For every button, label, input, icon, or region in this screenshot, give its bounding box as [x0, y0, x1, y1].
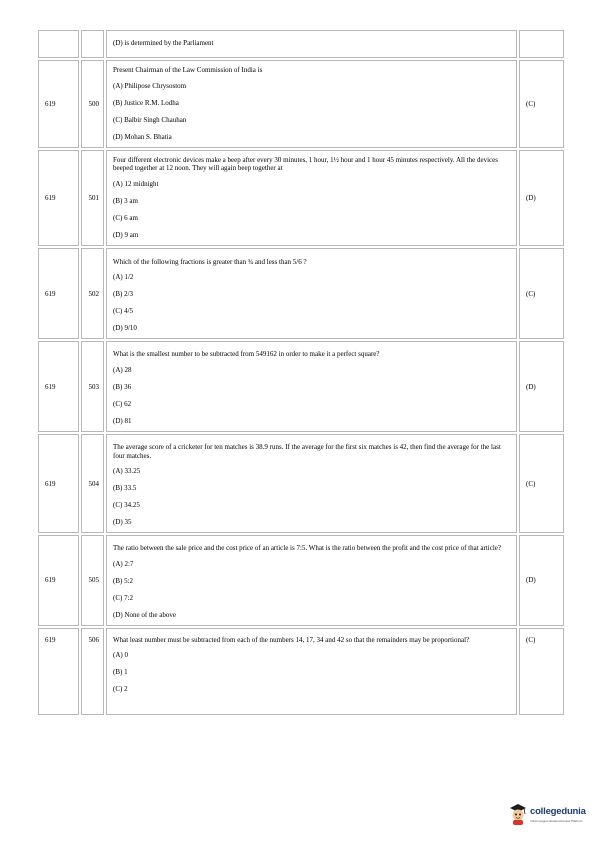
answer-text: (C)	[526, 289, 536, 298]
mascot-icon	[508, 802, 528, 826]
number-cell	[81, 341, 104, 432]
question-row	[38, 535, 564, 626]
number-cell	[81, 60, 104, 148]
option-b: (B) 2/3	[113, 290, 134, 299]
collegedunia-logo	[508, 800, 588, 832]
question-text: The ratio between the sale price and the cost price of an article is 7:5. What is the ratio between the profit and the cost price of that article?	[113, 544, 502, 553]
number-cell	[81, 628, 104, 716]
question-row	[38, 60, 564, 148]
answer-cell	[519, 341, 564, 432]
question-number: 500	[88, 99, 99, 108]
option-c: (C) 4/5	[113, 307, 134, 316]
option-a: (A) 28	[113, 365, 132, 374]
question-row	[38, 341, 564, 432]
question-cell	[106, 535, 517, 626]
question-cell	[106, 150, 517, 246]
code-cell	[38, 248, 79, 340]
question-number: 503	[88, 382, 99, 391]
option-b: (B) 36	[113, 382, 132, 391]
answer-text: (C)	[526, 99, 536, 108]
option-d: (D) 9/10	[113, 324, 137, 333]
question-text: What least number must be subtracted from each of the numbers 14, 17, 34 and 42 so that the remainders may be proportional?	[113, 635, 470, 644]
question-number: 502	[88, 289, 99, 298]
question-row	[38, 150, 564, 246]
answer-cell	[519, 434, 564, 533]
code-text: 619	[45, 99, 56, 108]
option-c: (C) 6 am	[113, 213, 138, 222]
option-d: (D) None of the above	[113, 610, 176, 619]
code-text: 619	[45, 479, 56, 488]
question-table	[36, 28, 566, 717]
option-c: (C) Balbir Singh Chauhan	[113, 115, 187, 124]
question-text: Present Chairman of the Law Commission of India is	[113, 66, 263, 74]
option-text: (D) is determined by the Parliament	[113, 39, 214, 47]
answer-cell	[519, 60, 564, 148]
answer-cell	[519, 628, 564, 716]
question-row	[38, 434, 564, 533]
answer-text: (D)	[526, 382, 536, 391]
code-cell	[38, 150, 79, 246]
question-cell	[106, 248, 517, 340]
logo-wordmark: collegedunia	[530, 806, 586, 817]
option-d: (D) Mohan S. Bhatia	[113, 132, 172, 141]
code-cell	[38, 535, 79, 626]
question-text: The average score of a cricketer for ten matches is 38.9 runs. If the average for the first six matches is 42, then find the average for the last four matches.	[113, 442, 501, 460]
question-text: What is the smallest number to be subtracted from 549162 in order to make it a perfect square?	[113, 350, 380, 359]
question-number: 501	[88, 193, 99, 202]
answer-cell	[519, 248, 564, 340]
option-a: (A) 0	[113, 651, 128, 660]
option-d: (D) 35	[113, 518, 132, 527]
logo-tagline: India's largest Student Review Platform	[530, 819, 583, 823]
code-cell	[38, 60, 79, 148]
number-cell	[81, 248, 104, 340]
option-d: (D) 81	[113, 416, 132, 425]
question-number: 504	[88, 479, 99, 488]
number-cell	[81, 535, 104, 626]
option-b: (B) 33.5	[113, 484, 137, 493]
option-c: (C) 34.25	[113, 501, 140, 510]
code-text: 619	[45, 382, 56, 391]
question-text: Which of the following fractions is greater than ¾ and less than 5/6 ?	[113, 257, 307, 266]
code-cell	[38, 434, 79, 533]
question-row	[38, 248, 564, 340]
option-a: (A) 2:7	[113, 559, 134, 568]
option-c: (C) 2	[113, 685, 128, 694]
answer-cell	[519, 535, 564, 626]
question-row	[38, 628, 564, 716]
option-d: (D) 9 am	[113, 230, 139, 239]
question-number: 506	[88, 635, 99, 644]
question-cell	[106, 60, 517, 148]
question-text: Four different electronic devices make a beep after every 30 minutes, 1 hour, 1½ hour and 1 hour 45 minutes respectively. All the devices beeped together at 12 noon. They will again beep together at	[113, 155, 498, 173]
answer-text: (C)	[526, 635, 536, 644]
option-b: (B) 5:2	[113, 576, 134, 585]
code-cell	[38, 628, 79, 716]
number-cell	[81, 150, 104, 246]
code-text: 619	[45, 635, 56, 644]
answer-text: (D)	[526, 193, 536, 202]
answer-text: (C)	[526, 479, 536, 488]
option-b: (B) 1	[113, 668, 128, 677]
question-cell	[106, 30, 517, 58]
code-text: 619	[45, 289, 56, 298]
question-cell	[106, 434, 517, 533]
code-cell	[38, 30, 79, 58]
code-text: 619	[45, 193, 56, 202]
option-c: (C) 7:2	[113, 593, 134, 602]
number-cell	[81, 434, 104, 533]
option-a: (A) 33.25	[113, 467, 141, 476]
answer-cell	[519, 30, 564, 58]
code-cell	[38, 341, 79, 432]
answer-cell	[519, 150, 564, 246]
question-number: 505	[88, 576, 99, 585]
option-b: (B) Justice R.M. Lodha	[113, 98, 179, 107]
option-a: (A) 1/2	[113, 273, 134, 282]
question-cell	[106, 628, 517, 716]
continuation-row	[38, 30, 564, 58]
option-c: (C) 62	[113, 399, 132, 408]
code-text: 619	[45, 576, 56, 585]
option-b: (B) 3 am	[113, 196, 138, 205]
option-a: (A) Philipose Chrysostom	[113, 81, 187, 90]
number-cell	[81, 30, 104, 58]
option-a: (A) 12 midnight	[113, 179, 159, 188]
answer-text: (D)	[526, 576, 536, 585]
question-cell	[106, 341, 517, 432]
